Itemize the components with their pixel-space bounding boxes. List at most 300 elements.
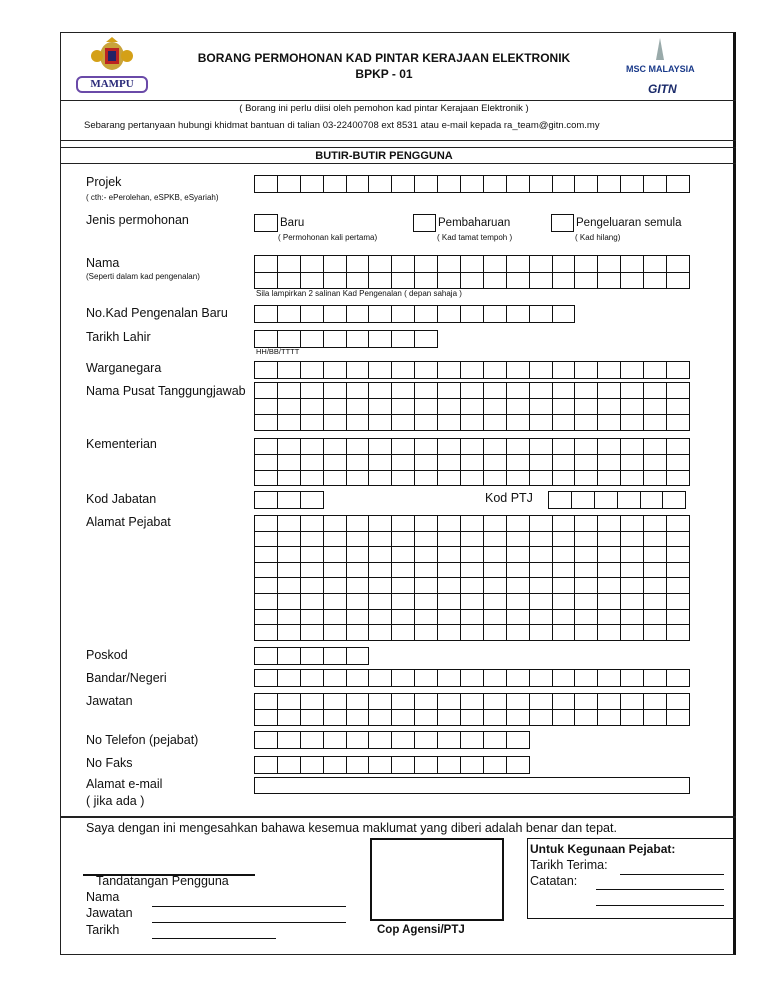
char-cell[interactable] [278, 362, 301, 379]
char-cell[interactable] [278, 694, 301, 710]
char-cell[interactable] [301, 306, 324, 323]
char-cell[interactable] [438, 732, 461, 749]
char-cell[interactable] [553, 415, 576, 431]
char-cell[interactable] [278, 415, 301, 431]
char-cell[interactable] [347, 757, 370, 774]
char-cell[interactable] [575, 399, 598, 415]
char-cell[interactable] [324, 547, 347, 563]
char-cell[interactable] [507, 670, 530, 687]
char-cell[interactable] [575, 383, 598, 399]
char-cell[interactable] [324, 256, 347, 273]
char-cell[interactable] [347, 362, 370, 379]
char-cell[interactable] [324, 399, 347, 415]
char-cell[interactable] [255, 455, 278, 471]
char-cell[interactable] [530, 176, 553, 193]
char-cell[interactable] [255, 492, 278, 509]
char-cell[interactable] [621, 256, 644, 273]
catatan-line-2[interactable] [596, 905, 724, 906]
char-cell[interactable] [598, 415, 621, 431]
char-cell[interactable] [369, 516, 392, 532]
char-cell[interactable] [347, 383, 370, 399]
char-cell[interactable] [438, 578, 461, 594]
char-cell[interactable] [255, 694, 278, 710]
char-cell[interactable] [553, 670, 576, 687]
char-cell[interactable] [369, 532, 392, 548]
char-cell[interactable] [530, 399, 553, 415]
char-cell[interactable] [507, 176, 530, 193]
char-cell[interactable] [255, 757, 278, 774]
char-cell[interactable] [415, 306, 438, 323]
char-cell[interactable] [667, 563, 690, 579]
char-cell[interactable] [461, 455, 484, 471]
char-cell[interactable] [415, 256, 438, 273]
char-cell[interactable] [438, 670, 461, 687]
char-cell[interactable] [324, 670, 347, 687]
char-cell[interactable] [667, 273, 690, 290]
char-cell[interactable] [553, 471, 576, 487]
input-nokp[interactable] [254, 305, 575, 323]
char-cell[interactable] [598, 670, 621, 687]
char-cell[interactable] [553, 455, 576, 471]
char-cell[interactable] [598, 399, 621, 415]
char-cell[interactable] [484, 594, 507, 610]
decl-jawatan-line[interactable] [152, 922, 346, 923]
catatan-line-1[interactable] [596, 889, 724, 890]
char-cell[interactable] [415, 516, 438, 532]
char-cell[interactable] [644, 415, 667, 431]
char-cell[interactable] [530, 273, 553, 290]
char-cell[interactable] [598, 471, 621, 487]
char-cell[interactable] [553, 563, 576, 579]
char-cell[interactable] [278, 383, 301, 399]
char-cell[interactable] [507, 399, 530, 415]
char-cell[interactable] [369, 578, 392, 594]
char-cell[interactable] [667, 176, 690, 193]
char-cell[interactable] [415, 594, 438, 610]
char-cell[interactable] [530, 547, 553, 563]
char-cell[interactable] [301, 648, 324, 665]
char-cell[interactable] [347, 547, 370, 563]
char-cell[interactable] [530, 471, 553, 487]
char-cell[interactable] [575, 610, 598, 626]
char-cell[interactable] [575, 273, 598, 290]
char-cell[interactable] [278, 516, 301, 532]
char-cell[interactable] [369, 694, 392, 710]
char-cell[interactable] [301, 610, 324, 626]
char-cell[interactable] [438, 757, 461, 774]
char-cell[interactable] [278, 757, 301, 774]
input-faks[interactable] [254, 756, 530, 774]
char-cell[interactable] [667, 547, 690, 563]
char-cell[interactable] [553, 439, 576, 455]
char-cell[interactable] [369, 455, 392, 471]
char-cell[interactable] [369, 732, 392, 749]
char-cell[interactable] [484, 732, 507, 749]
char-cell[interactable] [255, 594, 278, 610]
char-cell[interactable] [530, 256, 553, 273]
char-cell[interactable] [369, 471, 392, 487]
char-cell[interactable] [278, 256, 301, 273]
char-cell[interactable] [347, 439, 370, 455]
char-cell[interactable] [301, 399, 324, 415]
char-cell[interactable] [438, 306, 461, 323]
char-cell[interactable] [530, 594, 553, 610]
char-cell[interactable] [301, 383, 324, 399]
char-cell[interactable] [484, 757, 507, 774]
char-cell[interactable] [553, 362, 576, 379]
char-cell[interactable] [369, 547, 392, 563]
char-cell[interactable] [415, 670, 438, 687]
char-cell[interactable] [667, 383, 690, 399]
char-cell[interactable] [484, 399, 507, 415]
char-cell[interactable] [324, 625, 347, 641]
char-cell[interactable] [553, 594, 576, 610]
char-cell[interactable] [415, 563, 438, 579]
char-cell[interactable] [369, 273, 392, 290]
char-cell[interactable] [392, 383, 415, 399]
char-cell[interactable] [415, 547, 438, 563]
char-cell[interactable] [553, 399, 576, 415]
char-cell[interactable] [484, 176, 507, 193]
char-cell[interactable] [392, 710, 415, 726]
char-cell[interactable] [324, 532, 347, 548]
char-cell[interactable] [530, 563, 553, 579]
char-cell[interactable] [255, 563, 278, 579]
char-cell[interactable] [301, 256, 324, 273]
char-cell[interactable] [575, 439, 598, 455]
char-cell[interactable] [484, 563, 507, 579]
char-cell[interactable] [644, 610, 667, 626]
char-cell[interactable] [667, 625, 690, 641]
char-cell[interactable] [507, 694, 530, 710]
char-cell[interactable] [667, 694, 690, 710]
char-cell[interactable] [438, 532, 461, 548]
char-cell[interactable] [667, 399, 690, 415]
char-cell[interactable] [278, 331, 301, 348]
char-cell[interactable] [461, 610, 484, 626]
char-cell[interactable] [278, 594, 301, 610]
char-cell[interactable] [438, 439, 461, 455]
char-cell[interactable] [644, 532, 667, 548]
char-cell[interactable] [369, 563, 392, 579]
char-cell[interactable] [278, 563, 301, 579]
char-cell[interactable] [392, 594, 415, 610]
char-cell[interactable] [461, 532, 484, 548]
char-cell[interactable] [530, 516, 553, 532]
char-cell[interactable] [553, 610, 576, 626]
char-cell[interactable] [461, 625, 484, 641]
input-bandar[interactable] [254, 669, 690, 687]
char-cell[interactable] [255, 306, 278, 323]
char-cell[interactable] [301, 471, 324, 487]
char-cell[interactable] [369, 670, 392, 687]
char-cell[interactable] [667, 532, 690, 548]
char-cell[interactable] [575, 563, 598, 579]
char-cell[interactable] [507, 625, 530, 641]
char-cell[interactable] [461, 471, 484, 487]
char-cell[interactable] [621, 563, 644, 579]
char-cell[interactable] [347, 415, 370, 431]
char-cell[interactable] [278, 710, 301, 726]
char-cell[interactable] [507, 594, 530, 610]
char-cell[interactable] [392, 331, 415, 348]
char-cell[interactable] [595, 492, 618, 509]
char-cell[interactable] [438, 594, 461, 610]
char-cell[interactable] [507, 455, 530, 471]
char-cell[interactable] [278, 732, 301, 749]
char-cell[interactable] [392, 306, 415, 323]
char-cell[interactable] [667, 439, 690, 455]
input-email[interactable] [254, 777, 690, 794]
char-cell[interactable] [369, 176, 392, 193]
input-jawatan[interactable] [254, 693, 690, 726]
char-cell[interactable] [461, 547, 484, 563]
char-cell[interactable] [644, 439, 667, 455]
char-cell[interactable] [347, 610, 370, 626]
char-cell[interactable] [369, 399, 392, 415]
char-cell[interactable] [530, 439, 553, 455]
input-kod-ptj[interactable] [548, 491, 686, 509]
char-cell[interactable] [644, 547, 667, 563]
char-cell[interactable] [507, 710, 530, 726]
input-warganegara[interactable] [254, 361, 690, 379]
char-cell[interactable] [644, 563, 667, 579]
char-cell[interactable] [575, 578, 598, 594]
char-cell[interactable] [553, 306, 576, 323]
char-cell[interactable] [553, 273, 576, 290]
char-cell[interactable] [575, 176, 598, 193]
char-cell[interactable] [301, 732, 324, 749]
char-cell[interactable] [598, 532, 621, 548]
char-cell[interactable] [461, 399, 484, 415]
char-cell[interactable] [663, 492, 686, 509]
char-cell[interactable] [255, 547, 278, 563]
char-cell[interactable] [324, 439, 347, 455]
char-cell[interactable] [621, 694, 644, 710]
char-cell[interactable] [301, 578, 324, 594]
char-cell[interactable] [621, 710, 644, 726]
char-cell[interactable] [369, 439, 392, 455]
char-cell[interactable] [255, 732, 278, 749]
char-cell[interactable] [392, 273, 415, 290]
char-cell[interactable] [392, 732, 415, 749]
char-cell[interactable] [598, 547, 621, 563]
decl-tarikh-line[interactable] [152, 938, 276, 939]
char-cell[interactable] [369, 757, 392, 774]
char-cell[interactable] [667, 578, 690, 594]
char-cell[interactable] [301, 331, 324, 348]
char-cell[interactable] [507, 362, 530, 379]
char-cell[interactable] [621, 455, 644, 471]
char-cell[interactable] [575, 471, 598, 487]
char-cell[interactable] [598, 578, 621, 594]
char-cell[interactable] [530, 694, 553, 710]
input-nama[interactable] [254, 255, 690, 289]
char-cell[interactable] [301, 670, 324, 687]
char-cell[interactable] [621, 516, 644, 532]
char-cell[interactable] [347, 732, 370, 749]
char-cell[interactable] [484, 710, 507, 726]
char-cell[interactable] [415, 578, 438, 594]
char-cell[interactable] [415, 710, 438, 726]
char-cell[interactable] [415, 471, 438, 487]
char-cell[interactable] [484, 471, 507, 487]
char-cell[interactable] [392, 578, 415, 594]
char-cell[interactable] [278, 273, 301, 290]
char-cell[interactable] [369, 610, 392, 626]
char-cell[interactable] [644, 625, 667, 641]
char-cell[interactable] [644, 578, 667, 594]
char-cell[interactable] [438, 547, 461, 563]
char-cell[interactable] [667, 455, 690, 471]
char-cell[interactable] [644, 383, 667, 399]
char-cell[interactable] [575, 694, 598, 710]
char-cell[interactable] [255, 610, 278, 626]
char-cell[interactable] [461, 732, 484, 749]
char-cell[interactable] [484, 516, 507, 532]
char-cell[interactable] [572, 492, 595, 509]
char-cell[interactable] [575, 532, 598, 548]
char-cell[interactable] [667, 516, 690, 532]
char-cell[interactable] [598, 439, 621, 455]
char-cell[interactable] [278, 532, 301, 548]
char-cell[interactable] [667, 710, 690, 726]
input-kod-jabatan[interactable] [254, 491, 324, 509]
char-cell[interactable] [484, 578, 507, 594]
char-cell[interactable] [347, 516, 370, 532]
char-cell[interactable] [324, 176, 347, 193]
char-cell[interactable] [461, 710, 484, 726]
char-cell[interactable] [438, 563, 461, 579]
char-cell[interactable] [553, 256, 576, 273]
char-cell[interactable] [644, 256, 667, 273]
char-cell[interactable] [324, 732, 347, 749]
char-cell[interactable] [618, 492, 641, 509]
char-cell[interactable] [667, 362, 690, 379]
char-cell[interactable] [530, 610, 553, 626]
char-cell[interactable] [301, 625, 324, 641]
char-cell[interactable] [507, 471, 530, 487]
checkbox-pengeluaran[interactable] [551, 214, 574, 232]
char-cell[interactable] [621, 547, 644, 563]
char-cell[interactable] [415, 273, 438, 290]
char-cell[interactable] [461, 694, 484, 710]
char-cell[interactable] [392, 415, 415, 431]
char-cell[interactable] [644, 362, 667, 379]
char-cell[interactable] [530, 362, 553, 379]
char-cell[interactable] [255, 670, 278, 687]
char-cell[interactable] [347, 563, 370, 579]
char-cell[interactable] [415, 362, 438, 379]
char-cell[interactable] [507, 383, 530, 399]
input-tarikh-lahir[interactable] [254, 330, 438, 348]
char-cell[interactable] [415, 455, 438, 471]
char-cell[interactable] [301, 516, 324, 532]
char-cell[interactable] [438, 256, 461, 273]
char-cell[interactable] [324, 648, 347, 665]
char-cell[interactable] [553, 578, 576, 594]
char-cell[interactable] [438, 710, 461, 726]
char-cell[interactable] [415, 176, 438, 193]
char-cell[interactable] [301, 362, 324, 379]
char-cell[interactable] [507, 516, 530, 532]
char-cell[interactable] [621, 439, 644, 455]
char-cell[interactable] [347, 710, 370, 726]
char-cell[interactable] [369, 710, 392, 726]
checkbox-baru[interactable] [254, 214, 278, 232]
char-cell[interactable] [621, 273, 644, 290]
char-cell[interactable] [415, 439, 438, 455]
char-cell[interactable] [369, 256, 392, 273]
char-cell[interactable] [415, 694, 438, 710]
char-cell[interactable] [392, 670, 415, 687]
char-cell[interactable] [461, 256, 484, 273]
char-cell[interactable] [530, 710, 553, 726]
char-cell[interactable] [324, 610, 347, 626]
char-cell[interactable] [530, 415, 553, 431]
char-cell[interactable] [255, 176, 278, 193]
char-cell[interactable] [598, 610, 621, 626]
char-cell[interactable] [255, 415, 278, 431]
char-cell[interactable] [324, 578, 347, 594]
char-cell[interactable] [553, 383, 576, 399]
char-cell[interactable] [278, 547, 301, 563]
char-cell[interactable] [415, 610, 438, 626]
char-cell[interactable] [415, 331, 438, 348]
char-cell[interactable] [667, 415, 690, 431]
char-cell[interactable] [415, 625, 438, 641]
char-cell[interactable] [461, 415, 484, 431]
char-cell[interactable] [484, 625, 507, 641]
char-cell[interactable] [392, 516, 415, 532]
char-cell[interactable] [461, 757, 484, 774]
char-cell[interactable] [278, 578, 301, 594]
char-cell[interactable] [575, 455, 598, 471]
char-cell[interactable] [415, 732, 438, 749]
char-cell[interactable] [324, 694, 347, 710]
char-cell[interactable] [324, 563, 347, 579]
char-cell[interactable] [507, 306, 530, 323]
char-cell[interactable] [461, 273, 484, 290]
char-cell[interactable] [644, 399, 667, 415]
char-cell[interactable] [507, 610, 530, 626]
char-cell[interactable] [255, 439, 278, 455]
char-cell[interactable] [553, 516, 576, 532]
char-cell[interactable] [507, 256, 530, 273]
char-cell[interactable] [324, 273, 347, 290]
char-cell[interactable] [644, 694, 667, 710]
input-telefon[interactable] [254, 731, 530, 749]
char-cell[interactable] [347, 471, 370, 487]
char-cell[interactable] [301, 439, 324, 455]
char-cell[interactable] [438, 516, 461, 532]
char-cell[interactable] [621, 415, 644, 431]
char-cell[interactable] [530, 383, 553, 399]
char-cell[interactable] [598, 362, 621, 379]
char-cell[interactable] [575, 594, 598, 610]
char-cell[interactable] [347, 256, 370, 273]
char-cell[interactable] [438, 383, 461, 399]
char-cell[interactable] [575, 256, 598, 273]
char-cell[interactable] [415, 383, 438, 399]
char-cell[interactable] [438, 399, 461, 415]
char-cell[interactable] [598, 455, 621, 471]
char-cell[interactable] [461, 383, 484, 399]
char-cell[interactable] [255, 399, 278, 415]
char-cell[interactable] [484, 256, 507, 273]
char-cell[interactable] [507, 757, 530, 774]
char-cell[interactable] [392, 455, 415, 471]
